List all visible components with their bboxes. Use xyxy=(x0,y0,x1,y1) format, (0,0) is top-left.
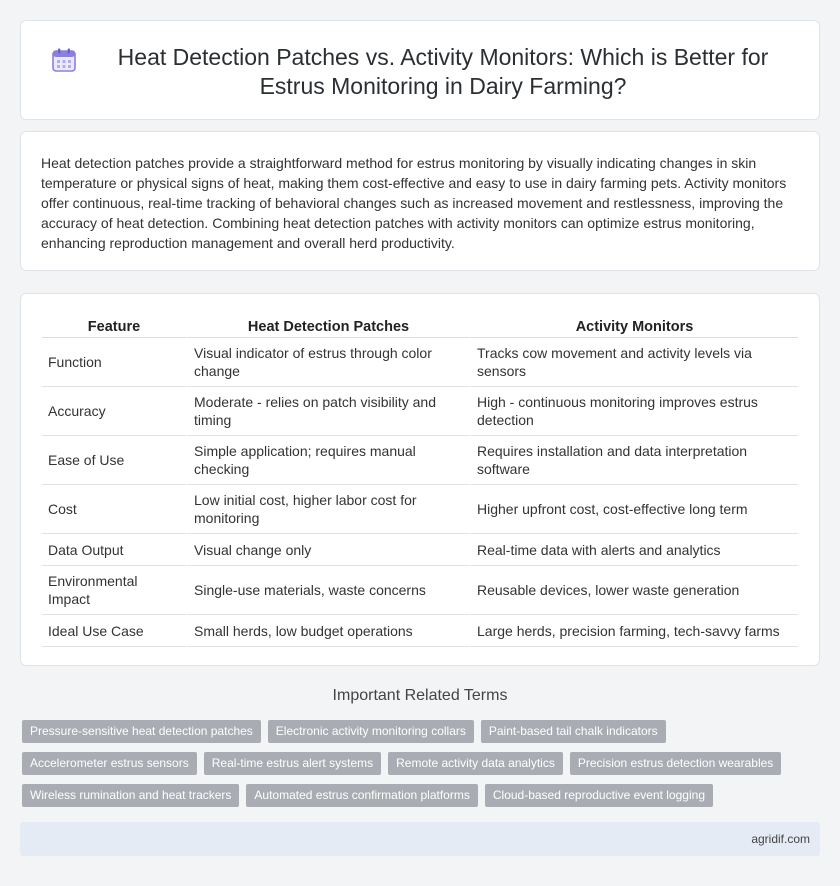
header-heat-detection-patches: Heat Detection Patches xyxy=(186,314,469,338)
comparison-table xyxy=(42,314,798,647)
feature-cell: Ideal Use Case xyxy=(42,615,186,647)
monitors-cell: Large herds, precision farming, tech-savvy farms xyxy=(469,615,798,647)
patches-cell: Single-use materials, waste concerns xyxy=(186,566,469,615)
title-card xyxy=(20,20,820,120)
patches-cell: Visual change only xyxy=(186,534,469,566)
patches-cell: Simple application; requires manual checking xyxy=(186,436,469,485)
table-row xyxy=(42,436,798,485)
related-term-tag[interactable]: Paint-based tail chalk indicators xyxy=(481,720,666,743)
table-row xyxy=(42,615,798,647)
intro-paragraph: Heat detection patches provide a straightforward method for estrus monitoring by visually indicating changes in skin temperature or physical signs of heat, making them cost-effective and easy to use in dairy farming pets. Activity monitors offer continuous, real-time tracking of behavioral changes such as increased movement and restlessness, improving the accuracy of heat detection. Combining heat detection patches with activity monitors can optimize estrus monitoring, enhancing reproduction management and overall herd productivity. xyxy=(41,155,787,251)
feature-cell: Environmental Impact xyxy=(42,566,186,615)
patches-cell: Small herds, low budget operations xyxy=(186,615,469,647)
header-activity-monitors: Activity Monitors xyxy=(469,314,798,338)
monitors-cell: Reusable devices, lower waste generation xyxy=(469,566,798,615)
table-row xyxy=(42,566,798,615)
footer-site-link[interactable]: agridif.com xyxy=(751,832,810,846)
patches-cell: Moderate - relies on patch visibility and timing xyxy=(186,387,469,436)
footer xyxy=(20,822,820,856)
patches-cell: Visual indicator of estrus through color change xyxy=(186,338,469,387)
related-term-tag[interactable]: Pressure-sensitive heat detection patches xyxy=(22,720,261,743)
feature-cell: Function xyxy=(42,338,186,387)
page-title: Heat Detection Patches vs. Activity Monitors: Which is Better for Estrus Monitoring in Dairy Farming? xyxy=(117,44,769,99)
table-row xyxy=(42,338,798,387)
related-terms-list xyxy=(22,720,812,807)
related-terms-title: Important Related Terms xyxy=(332,687,508,704)
table-row xyxy=(42,534,798,566)
patches-cell: Low initial cost, higher labor cost for monitoring xyxy=(186,485,469,534)
feature-cell: Ease of Use xyxy=(42,436,186,485)
header-feature: Feature xyxy=(42,314,186,338)
feature-cell: Data Output xyxy=(42,534,186,566)
table-header-row xyxy=(42,314,798,338)
feature-cell: Accuracy xyxy=(42,387,186,436)
monitors-cell: Requires installation and data interpretation software xyxy=(469,436,798,485)
related-term-tag[interactable]: Precision estrus detection wearables xyxy=(570,752,781,775)
monitors-cell: Real-time data with alerts and analytics xyxy=(469,534,798,566)
calendar-icon xyxy=(51,47,77,73)
related-term-tag[interactable]: Electronic activity monitoring collars xyxy=(268,720,474,743)
related-term-tag[interactable]: Wireless rumination and heat trackers xyxy=(22,784,239,807)
feature-cell: Cost xyxy=(42,485,186,534)
monitors-cell: High - continuous monitoring improves estrus detection xyxy=(469,387,798,436)
table-row xyxy=(42,387,798,436)
related-term-tag[interactable]: Accelerometer estrus sensors xyxy=(22,752,197,775)
related-term-tag[interactable]: Real-time estrus alert systems xyxy=(204,752,381,775)
comparison-table-card xyxy=(20,293,820,666)
table-row xyxy=(42,485,798,534)
related-term-tag[interactable]: Automated estrus confirmation platforms xyxy=(246,784,477,807)
intro-card xyxy=(20,131,820,271)
monitors-cell: Tracks cow movement and activity levels via sensors xyxy=(469,338,798,387)
related-term-tag[interactable]: Cloud-based reproductive event logging xyxy=(485,784,713,807)
monitors-cell: Higher upfront cost, cost-effective long term xyxy=(469,485,798,534)
related-term-tag[interactable]: Remote activity data analytics xyxy=(388,752,563,775)
